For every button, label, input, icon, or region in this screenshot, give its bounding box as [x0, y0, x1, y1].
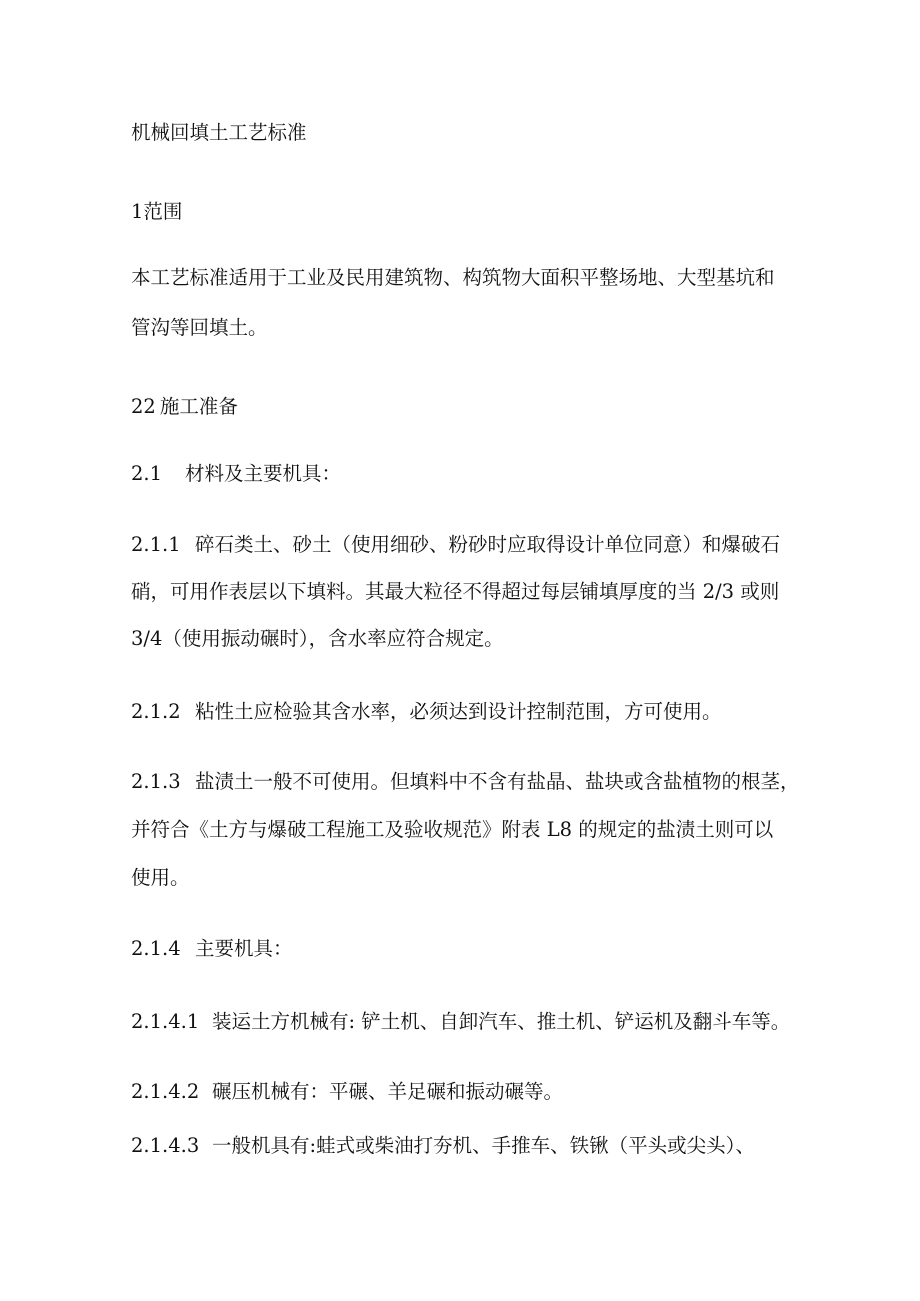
scope-paragraph-line-1: 本工艺标准适用于工业及民用建筑物、构筑物大面积平整场地、大型基坑和 [131, 266, 775, 289]
clause-2-1-4-1 [131, 1010, 790, 1034]
clause-number: 2.1.4.2 [131, 1080, 200, 1103]
clause-text: 材料及主要机具： [185, 462, 342, 485]
clause-text: 碎石类土、砂土（使用细砂、粉砂时应取得设计单位同意）和爆破石 [195, 533, 781, 556]
section-title: 范围 [143, 200, 183, 223]
clause-2-1-3-line-3: 使用。 [131, 866, 190, 889]
clause-2-1-4-2 [131, 1080, 563, 1104]
clause-number: 2.1.4.3 [131, 1134, 200, 1157]
clause-2-1-4-3 [131, 1134, 755, 1158]
scope-paragraph-line-2: 管沟等回填土。 [131, 316, 268, 339]
clause-2-1-3-line-1 [131, 770, 800, 794]
document-title: 机械回填土工艺标准 [131, 121, 307, 144]
clause-number: 2.1 [131, 462, 163, 485]
section-title: 施工准备 [159, 395, 238, 418]
clause-2-1 [131, 462, 341, 486]
section-number: 22 [131, 395, 156, 418]
clause-text: 盐渍土一般不可使用。但填料中不含有盐晶、盐块或含盐植物的根茎， [195, 770, 800, 793]
clause-text: 一般机具有:蛙式或柴油打夯机、手推车、铁锹（平头或尖头）、 [212, 1134, 755, 1157]
clause-text: 粘性土应检验其含水率，必须达到设计控制范围，方可使用。 [195, 700, 722, 723]
clause-2-1-1-line-2: 硝，可用作表层以下填料。其最大粒径不得超过每层铺填厚度的当 2/3 或则 [131, 580, 780, 603]
clause-number: 2.1.4 [131, 937, 181, 960]
clause-2-1-3-line-2: 并符合《土方与爆破工程施工及验收规范》附表 L8 的规定的盐渍土则可以 [131, 818, 774, 841]
clause-number: 2.1.4.1 [131, 1010, 200, 1033]
clause-number: 2.1.2 [131, 700, 181, 723]
section-1-heading [131, 200, 182, 224]
clause-text: 装运土方机械有: 铲土机、自卸汽车、推土机、铲运机及翻斗车等。 [212, 1010, 791, 1033]
clause-text: 碾压机械有：平碾、羊足碾和振动碾等。 [212, 1080, 564, 1103]
clause-2-1-4 [131, 937, 293, 961]
clause-text: 主要机具： [195, 937, 293, 960]
clause-2-1-1-line-3: 3/4（使用振动碾时），含水率应符合规定。 [131, 627, 504, 650]
clause-2-1-1-line-1 [131, 533, 780, 557]
section-number: 1 [131, 200, 144, 223]
clause-number: 2.1.3 [131, 770, 181, 793]
section-2-heading [131, 395, 238, 419]
clause-2-1-2 [131, 700, 722, 724]
clause-number: 2.1.1 [131, 533, 181, 556]
